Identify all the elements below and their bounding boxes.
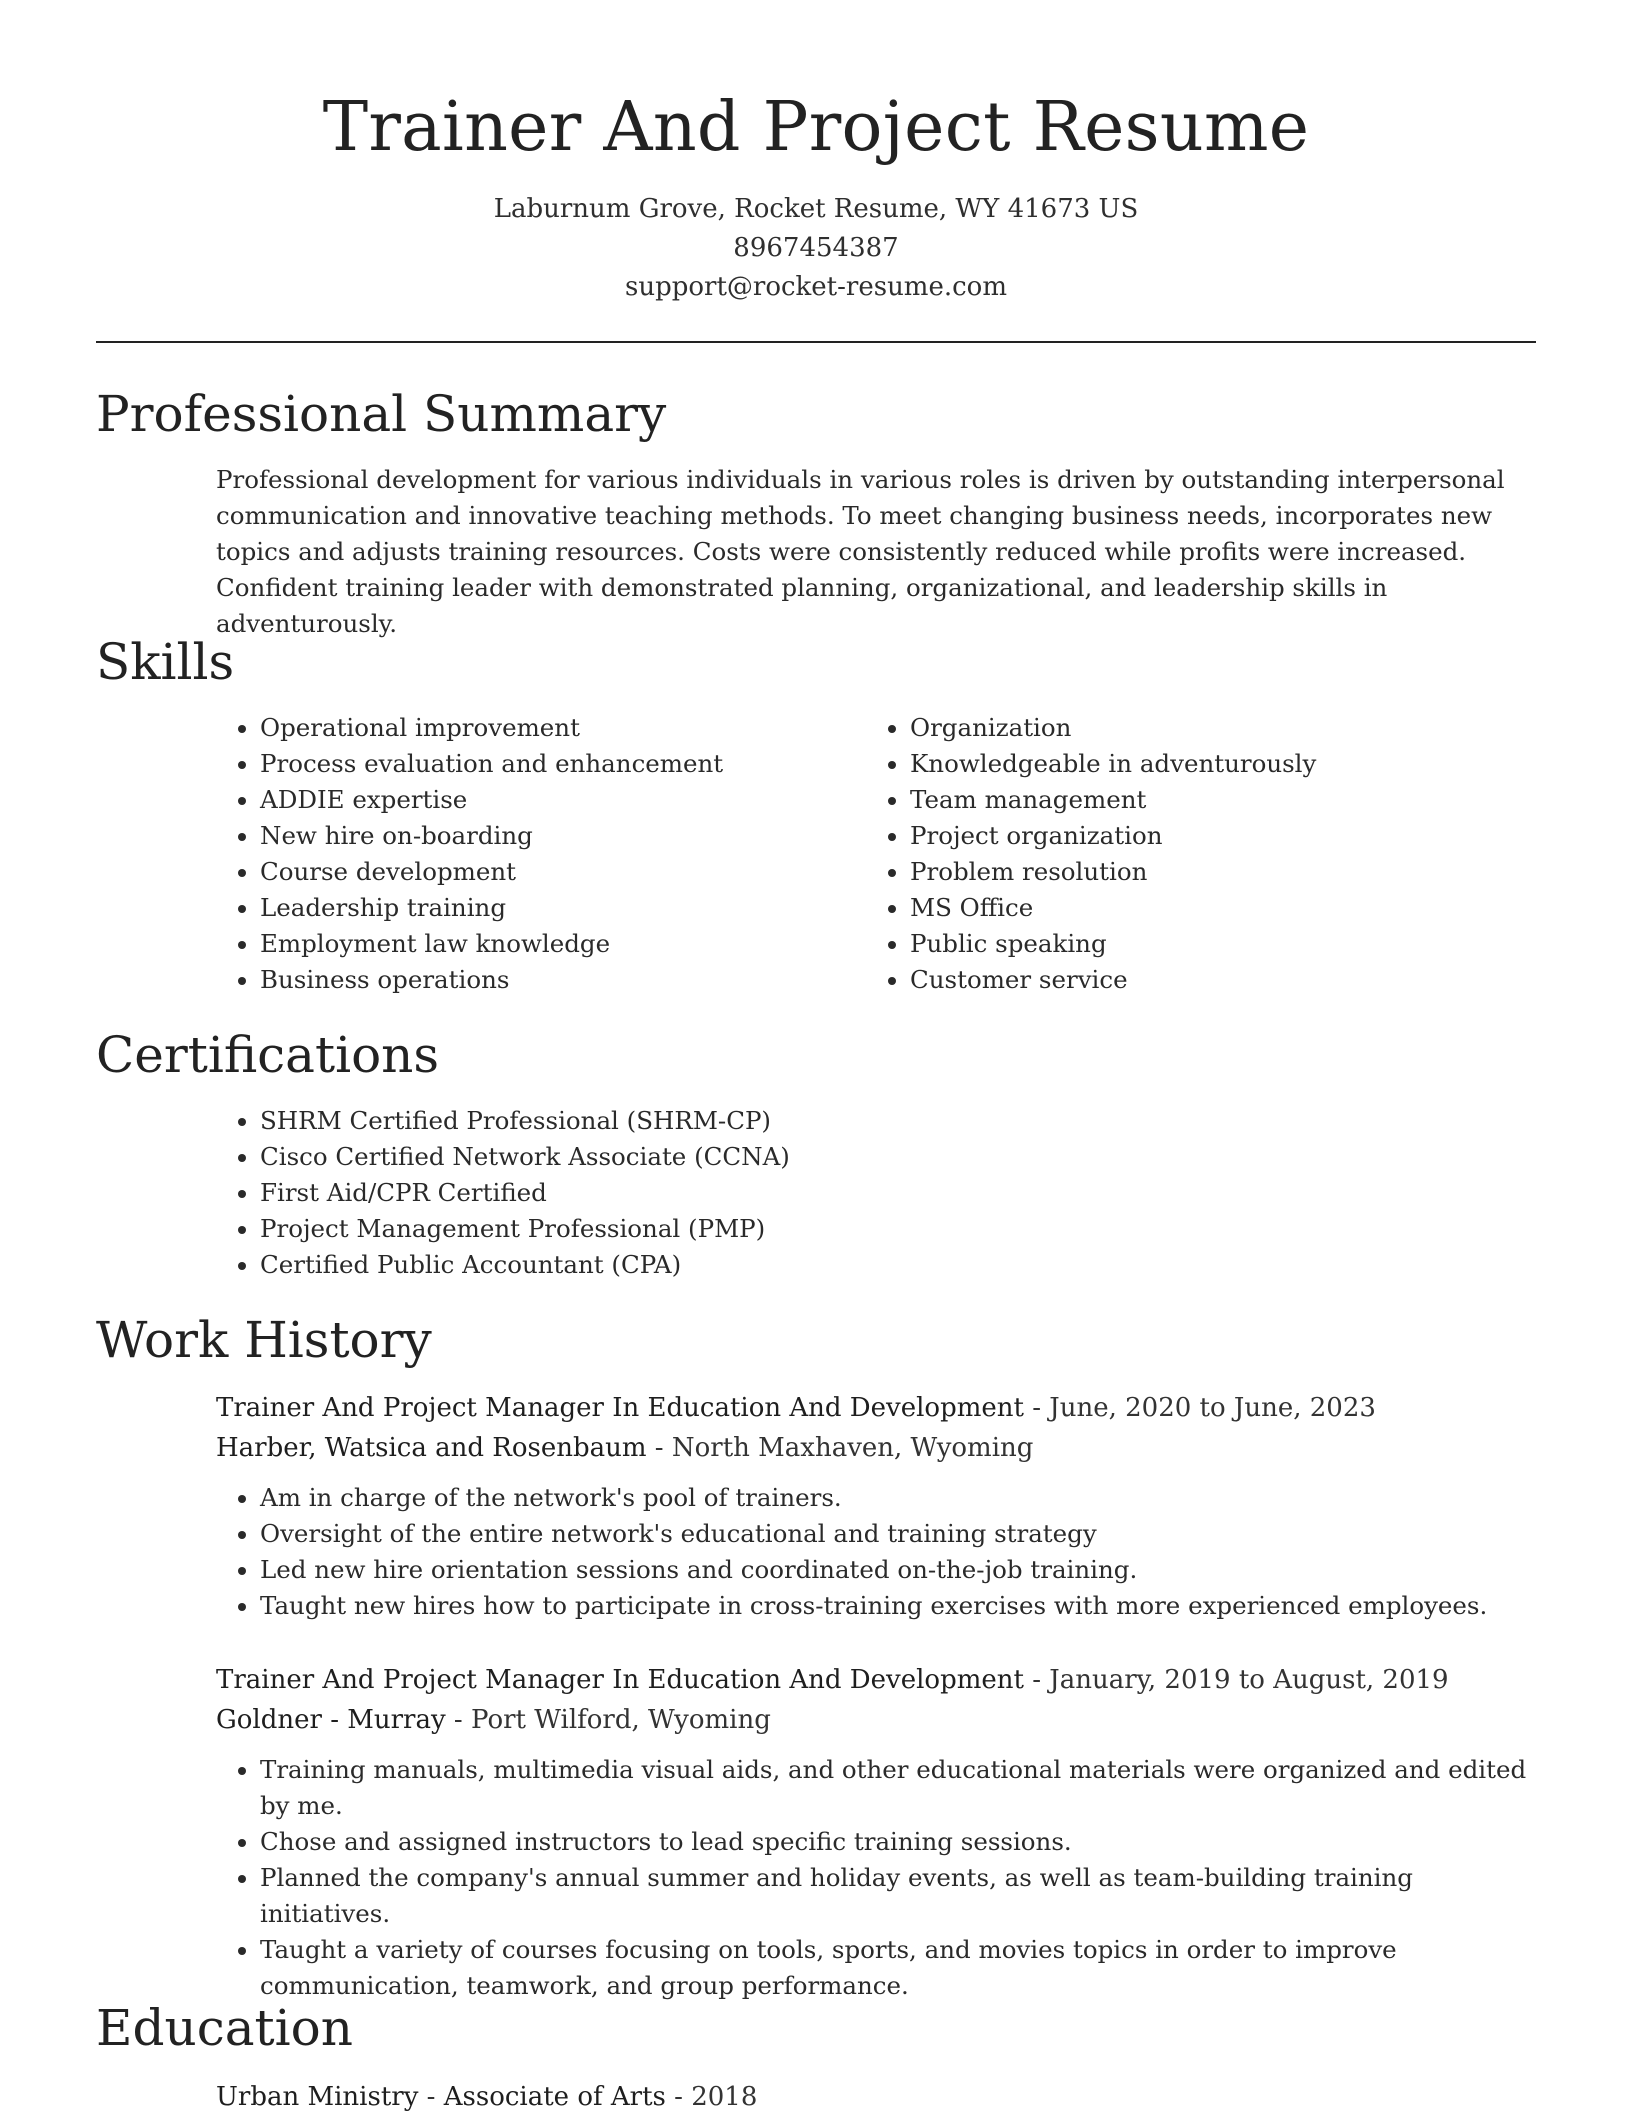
job-bullet: • Planned the company's annual summer and holiday events, as well as team-building training initiatives. — [260, 1860, 1550, 1932]
certification-item: • Cisco Certified Network Associate (CCNA) — [260, 1139, 1116, 1175]
job-bullet: • Taught a variety of courses focusing on tools, sports, and movies topics in order to improve communication, teamwork, and group performance. — [260, 1932, 1550, 2004]
job-title: Trainer And Project Manager In Education And Development — [216, 1665, 1024, 1695]
job-entry — [216, 1660, 1536, 2004]
skill-item: • Business operations — [260, 962, 816, 998]
separator: - — [445, 1705, 471, 1735]
skill-item: • Project organization — [910, 818, 1466, 854]
job-bullets — [216, 1480, 1550, 1624]
skills-column-left — [216, 710, 816, 998]
job-dates: January, 2019 to August, 2019 — [1049, 1665, 1449, 1695]
education-school: Urban Ministry — [216, 2082, 419, 2112]
separator: - — [665, 2082, 692, 2112]
education-degree: Associate of Arts — [443, 2082, 666, 2112]
separator: - — [418, 2082, 444, 2112]
skill-item: • MS Office — [910, 890, 1466, 926]
skill-item: • Public speaking — [910, 926, 1466, 962]
skill-item: • Customer service — [910, 962, 1466, 998]
skill-item: • Organization — [910, 710, 1466, 746]
skill-item: • New hire on-boarding — [260, 818, 816, 854]
separator: - — [646, 1433, 672, 1463]
skill-item: • Problem resolution — [910, 854, 1466, 890]
summary-text: Professional development for various individuals in various roles is driven by outstanding interpersonal communication and innovative teaching methods. To meet changing business needs, incorporates new topics and adjusts training resources. Costs were consistently reduced while profits were increased. Confident training leader with demonstrated planning, organizational, and leadership skills in adventurously. — [216, 465, 1505, 638]
job-company-line — [216, 1700, 1536, 1740]
job-title-line — [216, 1660, 1536, 1700]
job-location: North Maxhaven, Wyoming — [671, 1433, 1034, 1463]
skill-item: • Operational improvement — [260, 710, 816, 746]
job-bullet: • Chose and assigned instructors to lead specific training sessions. — [260, 1824, 1550, 1860]
separator: - — [1023, 1665, 1050, 1695]
email: support@rocket-resume.com — [624, 272, 1007, 302]
skill-item: • ADDIE expertise — [260, 782, 816, 818]
job-bullet: • Training manuals, multimedia visual aids, and other educational materials were organized and edited by me. — [260, 1752, 1550, 1824]
job-bullets — [216, 1752, 1550, 2004]
job-bullet: • Oversight of the entire network's educational and training strategy — [260, 1516, 1550, 1552]
skill-item: • Process evaluation and enhancement — [260, 746, 816, 782]
education-year: 2018 — [691, 2082, 758, 2112]
job-company: Harber, Watsica and Rosenbaum — [216, 1433, 647, 1463]
certification-item: • Certified Public Accountant (CPA) — [260, 1247, 1116, 1283]
job-bullet: • Led new hire orientation sessions and coordinated on-the-job training. — [260, 1552, 1550, 1588]
certification-item: • SHRM Certified Professional (SHRM-CP) — [260, 1103, 1116, 1139]
job-bullet: • Am in charge of the network's pool of trainers. — [260, 1480, 1550, 1516]
skill-item: • Leadership training — [260, 890, 816, 926]
work-history-heading: Work History — [96, 1311, 432, 1369]
job-bullet: • Taught new hires how to participate in cross-training exercises with more experienced employees. — [260, 1588, 1550, 1624]
header-divider — [96, 341, 1536, 343]
skills-heading: Skills — [96, 633, 235, 691]
job-entry — [216, 1388, 1536, 1624]
job-company-line — [216, 1428, 1536, 1468]
skill-item: • Knowledgeable in adventurously — [910, 746, 1466, 782]
education-heading: Education — [96, 1999, 353, 2057]
summary-heading: Professional Summary — [96, 385, 667, 443]
resume-header — [96, 80, 1536, 307]
job-title: Trainer And Project Manager In Education And Development — [216, 1393, 1024, 1423]
address: Laburnum Grove, Rocket Resume, WY 41673 US — [493, 194, 1139, 224]
skill-item: • Course development — [260, 854, 816, 890]
contact-info — [96, 190, 1536, 307]
certifications-list — [216, 1103, 1116, 1283]
resume-title: Trainer And Project Resume — [322, 88, 1310, 167]
skill-item: • Team management — [910, 782, 1466, 818]
job-company: Goldner - Murray — [216, 1705, 446, 1735]
separator: - — [1023, 1393, 1050, 1423]
education-entry — [216, 2077, 757, 2117]
skills-list-right — [866, 710, 1466, 998]
certification-item: • Project Management Professional (PMP) — [260, 1211, 1116, 1247]
job-title-line — [216, 1388, 1536, 1428]
certifications-heading: Certifications — [96, 1026, 440, 1084]
job-dates: June, 2020 to June, 2023 — [1049, 1393, 1376, 1423]
skill-item: • Employment law knowledge — [260, 926, 816, 962]
skills-column-right — [866, 710, 1466, 998]
certifications-block — [216, 1103, 1116, 1283]
job-location: Port Wilford, Wyoming — [471, 1705, 771, 1735]
certification-item: • First Aid/CPR Certified — [260, 1175, 1116, 1211]
skills-list-left — [216, 710, 816, 998]
phone: 8967454387 — [733, 233, 899, 263]
